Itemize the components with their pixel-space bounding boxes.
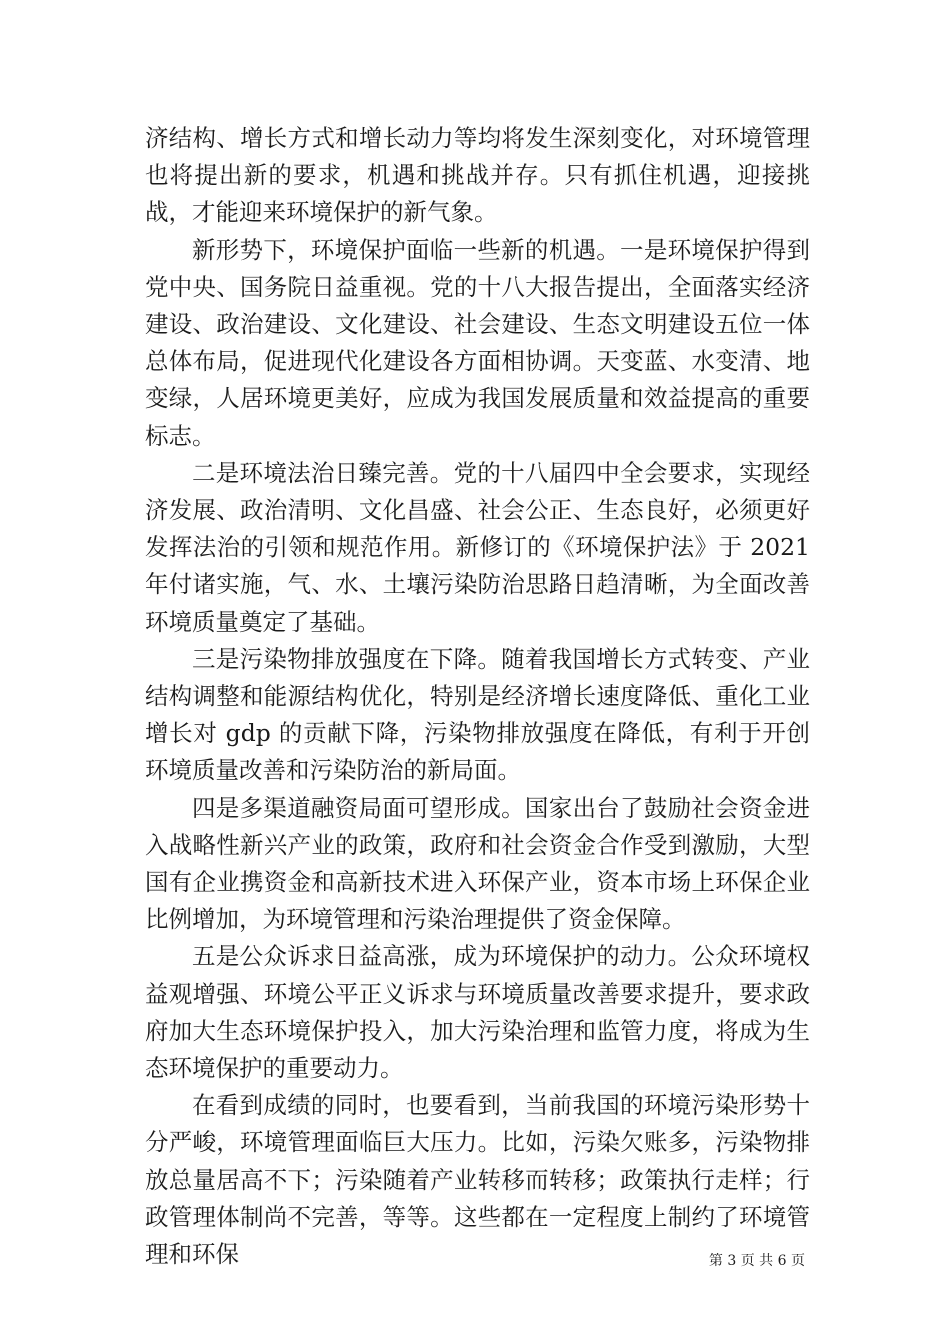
paragraph-7: 在看到成绩的同时，也要看到，当前我国的环境污染形势十分严峻，环境管理面临巨大压力。比如，污染欠账多，污染物排放总量居高不下；污染随着产业转移而转移；政策执行走样；行政管理体制尚不完善，等等。这些都在一定程度上制约了环境管理和环保 (145, 1091, 810, 1269)
paragraph-5: 四是多渠道融资局面可望形成。国家出台了鼓励社会资金进入战略性新兴产业的政策，政府和社会资金合作受到激励，大型国有企业携资金和高新技术进入环保产业，资本市场上环保企业比例增加，为环境管理和污染治理提供了资金保障。 (145, 793, 810, 934)
paragraph-4: 三是污染物排放强度在下降。随着我国增长方式转变、产业结构调整和能源结构优化，特别是经济增长速度降低、重化工业增长对 gdp 的贡献下降，污染物排放强度在降低，有利于开创环境质量改善和污染防治的新局面。 (145, 644, 810, 785)
paragraph-6: 五是公众诉求日益高涨，成为环境保护的动力。公众环境权益观增强、环境公平正义诉求与环境质量改善要求提升，要求政府加大生态环境保护投入，加大污染治理和监管力度，将成为生态环境保护的重要动力。 (145, 942, 810, 1083)
page-number-footer: 第 3 页 共 6 页 (708, 1253, 805, 1269)
paragraph-3: 二是环境法治日臻完善。党的十八届四中全会要求，实现经济发展、政治清明、文化昌盛、社会公正、生态良好，必须更好发挥法治的引领和规范作用。新修订的《环境保护法》于 2021 年付诸实施，气、水、土壤污染防治思路日趋清晰，为全面改善环境质量奠定了基础。 (145, 458, 810, 636)
document-body (145, 120, 810, 1273)
paragraph-2: 新形势下，环境保护面临一些新的机遇。一是环境保护得到党中央、国务院日益重视。党的十八大报告提出，全面落实经济建设、政治建设、文化建设、社会建设、生态文明建设五位一体总体布局，促进现代化建设各方面相协调。天变蓝、水变清、地变绿，人居环境更美好，应成为我国发展质量和效益提高的重要标志。 (145, 235, 810, 450)
paragraph-1: 济结构、增长方式和增长动力等均将发生深刻变化，对环境管理也将提出新的要求，机遇和挑战并存。只有抓住机遇，迎接挑战，才能迎来环境保护的新气象。 (145, 124, 810, 227)
